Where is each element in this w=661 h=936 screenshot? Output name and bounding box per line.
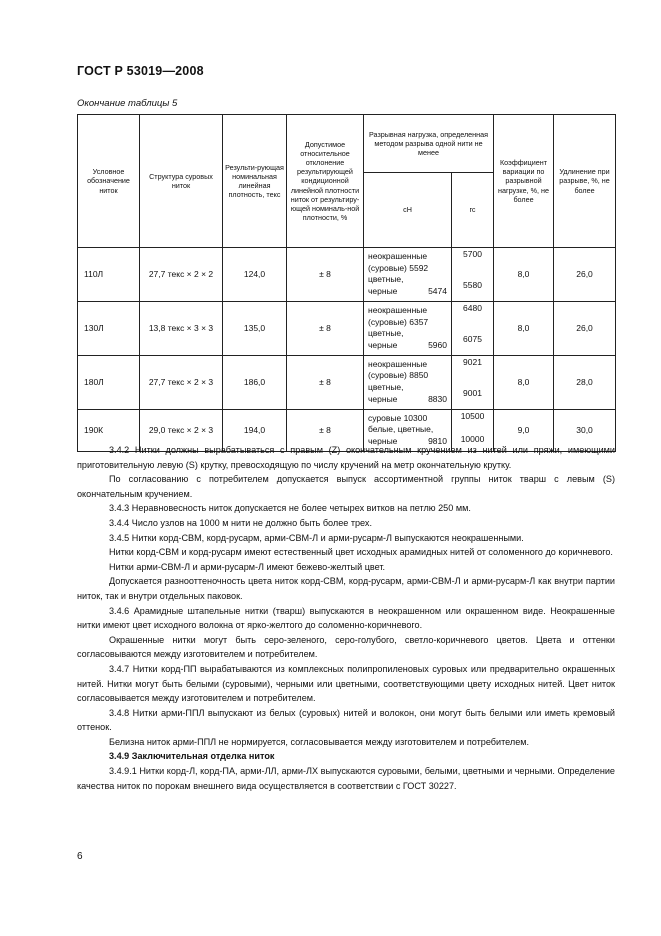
header-deviation: Допустимое относительное отклонение результирующей кондиционной линейной плотности ниток от результиру-ющей номиналь-ной плотности, % <box>287 115 364 248</box>
cell-elongation: 26,0 <box>554 301 616 355</box>
cell-structure: 27,7 текс × 2 × 2 <box>140 248 223 302</box>
cell-load-gs <box>452 355 494 409</box>
table-row <box>78 248 616 302</box>
cell-density: 135,0 <box>223 301 287 355</box>
cell-elongation: 26,0 <box>554 248 616 302</box>
cell-load-cn <box>364 248 452 302</box>
cn-value: 9810 <box>428 436 447 447</box>
header-designation: Условное обозначение ниток <box>78 115 140 248</box>
paragraph: 3.4.5 Нитки корд-СВМ, корд-русарм, арми-СВМ-Л и арми-русарм-Л выпускаются неокрашенными. <box>109 532 524 543</box>
cell-variation: 9,0 <box>494 409 554 451</box>
body-text <box>77 443 615 793</box>
cn-line: неокрашенные <box>368 304 428 315</box>
cell-density: 186,0 <box>223 355 287 409</box>
paragraph: 3.4.2 Нитки должны вырабатываться с правым (Z) окончательным кручением из нитей или пряжи, имеющими приготовительную левую (S) крутку, превосходящую по числу кручений на метр окончательную крутку. <box>77 445 615 470</box>
cn-label: черные <box>368 286 398 297</box>
cell-designation: 190К <box>78 409 140 451</box>
table-5 <box>77 114 616 452</box>
cell-designation: 110Л <box>78 248 140 302</box>
paragraph: 3.4.4 Число узлов на 1000 м нити не должно быть более трех. <box>109 517 372 528</box>
cn-value: 5960 <box>428 340 447 351</box>
cn-value: 8830 <box>428 393 447 404</box>
cell-elongation: 30,0 <box>554 409 616 451</box>
page-number: 6 <box>77 851 83 862</box>
paragraph: Нитки корд-СВМ и корд-русарм имеют естественный цвет исходных арамидных нитей от соломенного до коричневого. <box>109 547 613 558</box>
cn-line: неокрашенные <box>368 251 428 261</box>
cn-line: цветные, <box>368 274 404 285</box>
cn-line: (суровые) 6357 <box>368 316 429 327</box>
cn-value: 5474 <box>428 286 447 297</box>
paragraph: 3.4.9.1 Нитки корд-Л, корд-ПА, арми-ЛЛ, арми-ЛХ выпускаются суровыми, белыми, цветными и черными. Определение качества ниток по порокам внешнего вида осуществляется в соответствии с ГОСТ 30227. <box>77 766 615 791</box>
cell-deviation: ± 8 <box>287 409 364 451</box>
cn-line: белые, цветные, <box>368 424 434 435</box>
cn-label: черные <box>368 436 398 447</box>
cell-elongation: 28,0 <box>554 355 616 409</box>
cell-variation: 8,0 <box>494 355 554 409</box>
cell-load-cn <box>364 355 452 409</box>
gs-value-bottom: 6075 <box>463 333 482 344</box>
cn-label: черные <box>368 393 398 404</box>
paragraph: 3.4.7 Нитки корд-ПП вырабатываются из комплексных полипропиленовых суровых или предварительно окрашенных нитей. Нитки могут быть белыми (суровыми), черными или цветными, соответствующими цвету исходных нитей. Цвет ниток согласовывается между изготовителем и потребителем. <box>77 663 615 704</box>
header-linear-density: Результи-рующая номинальная линейная плотность, текс <box>223 115 287 248</box>
table-caption: Окончание таблицы 5 <box>77 98 178 109</box>
cell-designation: 130Л <box>78 301 140 355</box>
cn-line: (суровые) 5592 <box>368 262 429 273</box>
table-row <box>78 301 616 355</box>
cell-designation: 180Л <box>78 355 140 409</box>
gs-value-bottom: 9001 <box>463 387 482 398</box>
header-elongation: Удлинение при разрыве, %, не более <box>554 115 616 248</box>
cell-deviation: ± 8 <box>287 248 364 302</box>
document-header: ГОСТ Р 53019—2008 <box>77 64 204 78</box>
section-heading: 3.4.9 Заключительная отделка ниток <box>109 751 275 762</box>
cell-structure: 29,0 текс × 2 × 3 <box>140 409 223 451</box>
cell-load-gs <box>452 248 494 302</box>
cell-load-gs <box>452 301 494 355</box>
paragraph: Окрашенные нитки могут быть серо-зеленого, серо-голубого, светло-коричневого цветов. Цвета и оттенки согласовываются между изготовителем и потребителем. <box>77 634 615 660</box>
header-cn: сН <box>364 173 452 248</box>
cn-line: (суровые) 8850 <box>368 370 429 381</box>
gs-value-top: 10500 <box>460 410 485 421</box>
cell-structure: 27,7 текс × 2 × 3 <box>140 355 223 409</box>
header-variation: Коэффициент вариации по разрывной нагрузке, %, не более <box>494 115 554 248</box>
paragraph: По согласованию с потребителем допускается выпуск ассортиментной группы ниток тварш с левым (S) окончательным кручением. <box>77 474 615 499</box>
cn-label: черные <box>368 340 398 351</box>
header-gs: гс <box>452 173 494 248</box>
cn-line: суровые 10300 <box>368 412 428 423</box>
cell-deviation: ± 8 <box>287 301 364 355</box>
header-structure: Структура суровых ниток <box>140 115 223 248</box>
cell-density: 194,0 <box>223 409 287 451</box>
gs-value-bottom: 5580 <box>463 280 482 291</box>
cn-line: цветные, <box>368 382 404 393</box>
paragraph: 3.4.3 Неравновесность ниток допускается не более четырех витков на петлю 250 мм. <box>109 503 471 514</box>
paragraph: 3.4.8 Нитки арми-ППЛ выпускают из белых (суровых) нитей и волокон, они могут быть белыми или иметь кремовый оттенок. <box>77 707 615 733</box>
cell-variation: 8,0 <box>494 301 554 355</box>
header-breaking-load: Разрывная нагрузка, определенная методом разрыва одной нити не менее <box>364 115 494 173</box>
gs-value-top: 5700 <box>463 249 482 259</box>
paragraph: 3.4.6 Арамидные штапельные нитки (тварш) выпускаются в неокрашенном или окрашенном виде. Неокрашенные нитки имеют цвет исходного волокна от ярко-желтого до соломенно-коричневого. <box>77 605 615 631</box>
gs-value-top: 9021 <box>463 356 482 367</box>
gs-value-top: 6480 <box>463 302 482 313</box>
cn-line: цветные, <box>368 328 404 339</box>
paragraph: Допускается разнооттеночность цвета ниток корд-СВМ, корд-русарм, арми-СВМ-Л и арми-русарм-Л как внутри партии ниток, так и внутри отдельных паковок. <box>77 576 615 601</box>
cell-density: 124,0 <box>223 248 287 302</box>
cell-deviation: ± 8 <box>287 355 364 409</box>
table-row <box>78 355 616 409</box>
paragraph: Нитки арми-СВМ-Л и арми-русарм-Л имеют бежево-желтый цвет. <box>109 561 386 572</box>
cell-load-cn <box>364 301 452 355</box>
gs-value-bottom: 10000 <box>460 433 485 444</box>
cn-line: неокрашенные <box>368 358 428 369</box>
paragraph: Белизна ниток арми-ППЛ не нормируется, согласовывается между изготовителем и потребителем. <box>109 736 530 747</box>
cell-variation: 8,0 <box>494 248 554 302</box>
cell-structure: 13,8 текс × 3 × 3 <box>140 301 223 355</box>
